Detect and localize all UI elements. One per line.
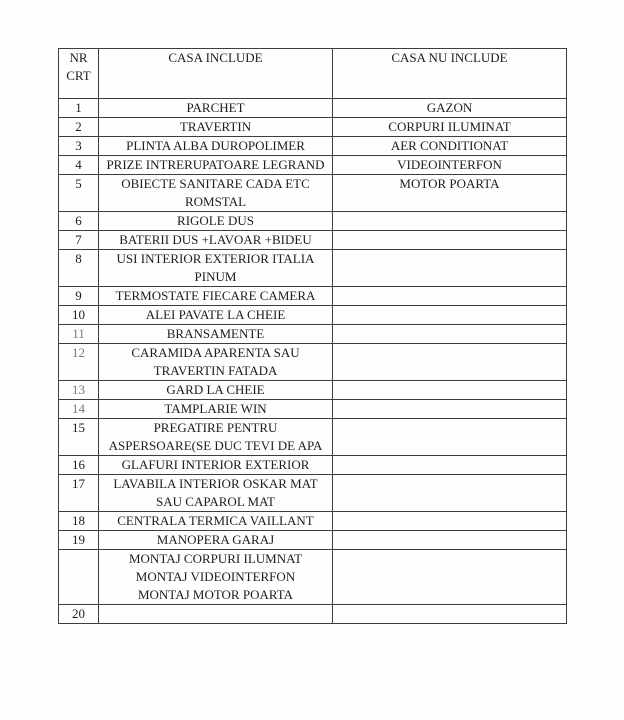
include-cell	[99, 231, 333, 250]
exclude-cell	[333, 99, 567, 118]
exclude-cell	[333, 250, 567, 287]
exclude-cell	[333, 344, 567, 381]
table-row	[59, 231, 567, 250]
table-row	[59, 137, 567, 156]
cell-line: PREGATIRE PENTRU	[153, 420, 278, 435]
include-cell	[99, 456, 333, 475]
exclude-cell	[333, 212, 567, 231]
row-number-cell: 15	[59, 419, 99, 456]
cell-line: BATERII DUS +LAVOAR +BIDEU	[119, 232, 312, 247]
table-row	[59, 250, 567, 287]
table-row	[59, 99, 567, 118]
include-cell	[99, 475, 333, 512]
table-row	[59, 325, 567, 344]
row-number-cell: 10	[59, 306, 99, 325]
exclude-cell	[333, 231, 567, 250]
row-number-cell: 12	[59, 344, 99, 381]
row-number-cell: 3	[59, 137, 99, 156]
cell-line: PRIZE INTRERUPATOARE LEGRAND	[106, 157, 325, 172]
row-number-cell: 19	[59, 531, 99, 550]
cell-line: USI INTERIOR EXTERIOR ITALIA	[116, 251, 315, 266]
row-number-cell: 8	[59, 250, 99, 287]
include-exclude-table	[58, 48, 567, 624]
cell-line: BRANSAMENTE	[166, 326, 265, 341]
table-row	[59, 212, 567, 231]
cell-line: PINUM	[194, 269, 237, 284]
row-number-cell: 9	[59, 287, 99, 306]
row-number-cell: 20	[59, 605, 99, 624]
cell-line: CENTRALA TERMICA VAILLANT	[117, 513, 314, 528]
cell-line: ASPERSOARE(SE DUC TEVI DE APA	[108, 438, 323, 453]
cell-line: GARD LA CHEIE	[166, 382, 265, 397]
cell-line: TRAVERTIN FATADA	[153, 363, 278, 378]
cell-line: MONTAJ CORPURI ILUMNAT	[128, 551, 303, 566]
header-row	[59, 49, 567, 99]
row-number-cell: 2	[59, 118, 99, 137]
include-cell	[99, 325, 333, 344]
table-row	[59, 531, 567, 550]
table-body	[59, 99, 567, 624]
cell-line: MONTAJ MOTOR POARTA	[137, 587, 294, 602]
table-row	[59, 419, 567, 456]
header-nr-label: NR	[69, 50, 88, 65]
cell-line: LAVABILA INTERIOR OSKAR MAT	[113, 476, 318, 491]
cell-line: TAMPLARIE WIN	[164, 401, 267, 416]
table-row	[59, 175, 567, 212]
exclude-cell	[333, 605, 567, 624]
row-number-cell: 17	[59, 475, 99, 512]
exclude-cell	[333, 456, 567, 475]
row-number-cell: 14	[59, 400, 99, 419]
table-row	[59, 512, 567, 531]
include-cell	[99, 212, 333, 231]
header-cell-casa-nu-include: CASA NU INCLUDE	[333, 49, 567, 99]
cell-line: MOTOR POARTA	[399, 176, 500, 191]
cell-line: GAZON	[426, 100, 473, 115]
table-row	[59, 156, 567, 175]
include-cell	[99, 344, 333, 381]
exclude-cell	[333, 531, 567, 550]
row-number-cell: 6	[59, 212, 99, 231]
cell-line: TERMOSTATE FIECARE CAMERA	[115, 288, 316, 303]
include-cell	[99, 419, 333, 456]
include-cell	[99, 118, 333, 137]
cell-line: PARCHET	[186, 100, 245, 115]
cell-line: CORPURI ILUMINAT	[388, 119, 511, 134]
cell-line: CARAMIDA APARENTA SAU	[131, 345, 300, 360]
include-cell	[99, 400, 333, 419]
exclude-cell	[333, 550, 567, 605]
exclude-cell	[333, 287, 567, 306]
row-number-cell: 13	[59, 381, 99, 400]
row-number-cell: 4	[59, 156, 99, 175]
row-number-cell: 18	[59, 512, 99, 531]
include-cell	[99, 512, 333, 531]
exclude-cell	[333, 175, 567, 212]
exclude-cell	[333, 156, 567, 175]
cell-line: TRAVERTIN	[179, 119, 252, 134]
row-number-cell: 1	[59, 99, 99, 118]
include-cell	[99, 381, 333, 400]
row-number-cell: 16	[59, 456, 99, 475]
include-cell	[99, 306, 333, 325]
cell-line: OBIECTE SANITARE CADA ETC	[121, 176, 310, 191]
cell-line: ALEI PAVATE LA CHEIE	[145, 307, 286, 322]
cell-line: MONTAJ VIDEOINTERFON	[135, 569, 296, 584]
table-row	[59, 344, 567, 381]
include-cell	[99, 250, 333, 287]
include-cell	[99, 605, 333, 624]
cell-line: ROMSTAL	[184, 194, 247, 209]
exclude-cell	[333, 118, 567, 137]
cell-line: PLINTA ALBA DUROPOLIMER	[126, 138, 305, 153]
include-cell	[99, 99, 333, 118]
include-cell	[99, 531, 333, 550]
exclude-cell	[333, 475, 567, 512]
include-cell	[99, 156, 333, 175]
exclude-cell	[333, 137, 567, 156]
exclude-cell	[333, 512, 567, 531]
exclude-cell	[333, 325, 567, 344]
exclude-cell	[333, 381, 567, 400]
row-number-cell: 11	[59, 325, 99, 344]
include-cell	[99, 137, 333, 156]
include-cell	[99, 550, 333, 605]
cell-line: GLAFURI INTERIOR EXTERIOR	[121, 457, 310, 472]
cell-line: SAU CAPAROL MAT	[156, 494, 275, 509]
exclude-cell	[333, 306, 567, 325]
table-row	[59, 306, 567, 325]
include-cell	[99, 287, 333, 306]
table-row	[59, 381, 567, 400]
row-number-cell	[59, 550, 99, 605]
cell-line: RIGOLE DUS	[177, 213, 254, 228]
exclude-cell	[333, 400, 567, 419]
table-row	[59, 287, 567, 306]
exclude-cell	[333, 419, 567, 456]
header-cell-casa-include: CASA INCLUDE	[99, 49, 333, 99]
header-cell-nr-crt	[59, 49, 99, 99]
table-row	[59, 550, 567, 605]
header-crt-label: CRT	[66, 68, 91, 83]
table-row	[59, 475, 567, 512]
cell-line: VIDEOINTERFON	[397, 157, 502, 172]
cell-line: AER CONDITIONAT	[390, 138, 509, 153]
table-row	[59, 118, 567, 137]
table-row	[59, 605, 567, 624]
table-row	[59, 456, 567, 475]
cell-line: MANOPERA GARAJ	[156, 532, 275, 547]
include-cell	[99, 175, 333, 212]
row-number-cell: 5	[59, 175, 99, 212]
table-row	[59, 400, 567, 419]
row-number-cell: 7	[59, 231, 99, 250]
